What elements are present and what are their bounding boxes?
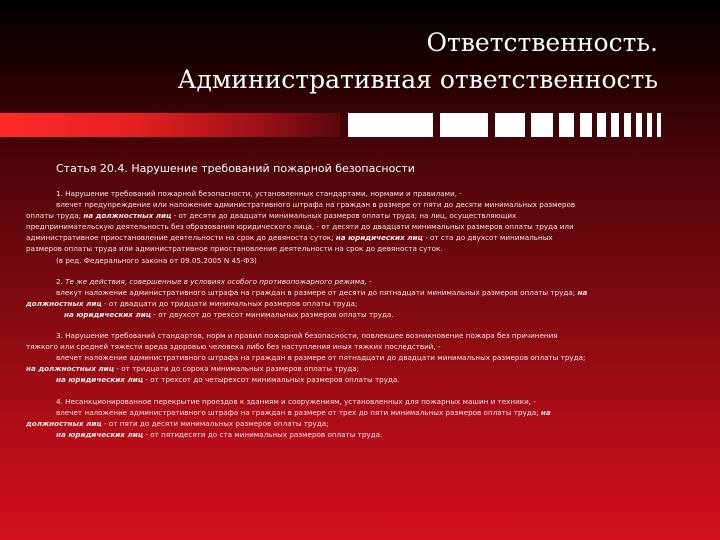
italic-text: Те же действия, совершенные в условиях особого противопожарного режима, xyxy=(65,276,367,286)
text-line xyxy=(26,276,696,287)
text-run: влекут наложение административного штрафа на граждан в размере от десяти до пятнадцати минимальных размеров оплаты труда; xyxy=(56,287,578,297)
paragraph-4 xyxy=(26,396,696,440)
text-line: тяжкого или средней тяжести вреда здоровью человека либо без наступления иных тяжких последствий, - xyxy=(26,342,441,352)
text-run: - от десяти до двадцати минимальных размеров оплаты труда; на лиц, осуществляющих xyxy=(171,211,517,221)
emphasis-text: должностных лиц xyxy=(26,418,102,428)
slide-title xyxy=(58,24,658,98)
emphasis-text: на xyxy=(540,407,551,417)
emphasis-text: на юридических лиц xyxy=(64,309,152,319)
emphasis-text: на xyxy=(577,287,588,297)
text-line xyxy=(26,418,696,429)
emphasis-text: на юридических лиц xyxy=(56,375,144,385)
paragraph-3 xyxy=(26,330,696,385)
bar-segment xyxy=(597,113,606,137)
bar-segment xyxy=(531,113,553,137)
text-run: - от двухсот до трехсот минимальных размеров оплаты труда. xyxy=(151,309,394,319)
bar-segment xyxy=(657,113,661,137)
text-run: - от двадцати до тридцати минимальных размеров оплаты труда; xyxy=(101,298,358,308)
bar-segment xyxy=(440,113,488,137)
article-heading: Статья 20.4. Нарушение требований пожарной безопасности xyxy=(56,162,415,175)
emphasis-text: на должностных лиц xyxy=(26,364,115,374)
title-line-1: Ответственность. xyxy=(426,28,658,57)
text-line: влечет предупреждение или наложение административного штрафа на граждан в размере от пяти до десяти минимальных размеров xyxy=(56,200,576,210)
text-run: влечет наложение административного штрафа на граждан в размере от трех до пяти минимальных размеров оплаты труда; xyxy=(56,407,541,417)
text-run: административное приостановление деятельности на срок до девяноста суток; xyxy=(26,233,336,243)
text-run: - от пяти до десяти минимальных размеров оплаты труда; xyxy=(101,418,329,428)
text-line: 3. Нарушение требований стандартов, норм и правил пожарной безопасности, повлекшее возникновение пожара без причинения xyxy=(56,331,558,341)
text-line xyxy=(26,309,696,320)
bar-segment xyxy=(611,113,619,137)
text-run: - от тридцати до сорока минимальных размеров оплаты труда; xyxy=(114,364,360,374)
text-line xyxy=(26,210,696,221)
bar-segment xyxy=(348,113,433,137)
text-run: - xyxy=(366,276,372,286)
article-content xyxy=(26,162,696,450)
bar-segment xyxy=(559,113,574,137)
text-line: 4. Несанкционированное перекрытие проездов к зданиям и сооружениям, установленных для пожарных машин и техники, - xyxy=(56,396,536,406)
text-run: - от трехсот до четырехсот минимальных размеров оплаты труда. xyxy=(143,375,400,385)
text-line xyxy=(26,287,696,298)
text-run: - от пятидесяти до ста минимальных размеров оплаты труда. xyxy=(143,429,383,439)
text-line: (в ред. Федерального закона от 09.05.2005 N 45-ФЗ) xyxy=(56,255,257,265)
text-line: влечет наложение административного штрафа на граждан в размере от пятнадцати до двадцати минимальных размеров оплаты труда; xyxy=(56,353,586,363)
text-line: предпринимательскую деятельность без образования юридического лица, - от десяти до двадцати минимальных размеров оплаты труда или xyxy=(26,222,574,232)
emphasis-text: на должностных лиц xyxy=(83,211,172,221)
text-line xyxy=(26,298,696,309)
paragraph-1 xyxy=(26,188,696,266)
emphasis-text: на юридических лиц xyxy=(335,233,423,243)
gradient-bar xyxy=(0,113,340,137)
text-line: размеров оплаты труда или административное приостановление деятельности на срок до девяноста суток. xyxy=(26,244,443,254)
bar-segment xyxy=(647,113,652,137)
text-line xyxy=(26,232,696,243)
paragraph-2 xyxy=(26,276,696,320)
decorative-bar-strip xyxy=(0,113,720,137)
bar-segment xyxy=(624,113,631,137)
text-run: 2. xyxy=(56,276,66,286)
emphasis-text: должностных лиц xyxy=(26,298,102,308)
text-run: - от ста до двухсот минимальных xyxy=(422,233,553,243)
text-line xyxy=(26,374,696,385)
bar-segment xyxy=(636,113,642,137)
text-line xyxy=(26,407,696,418)
bar-segment xyxy=(580,113,592,137)
bar-segment xyxy=(495,113,525,137)
text-line: 1. Нарушение требований пожарной безопасности, установленных стандартами, нормами и правилами, - xyxy=(56,189,462,198)
emphasis-text: на юридических лиц xyxy=(56,429,144,439)
text-line xyxy=(26,363,696,374)
title-line-2: Административная ответственность xyxy=(177,65,658,94)
text-line xyxy=(26,429,696,440)
text-run: оплаты труда; xyxy=(26,211,84,221)
